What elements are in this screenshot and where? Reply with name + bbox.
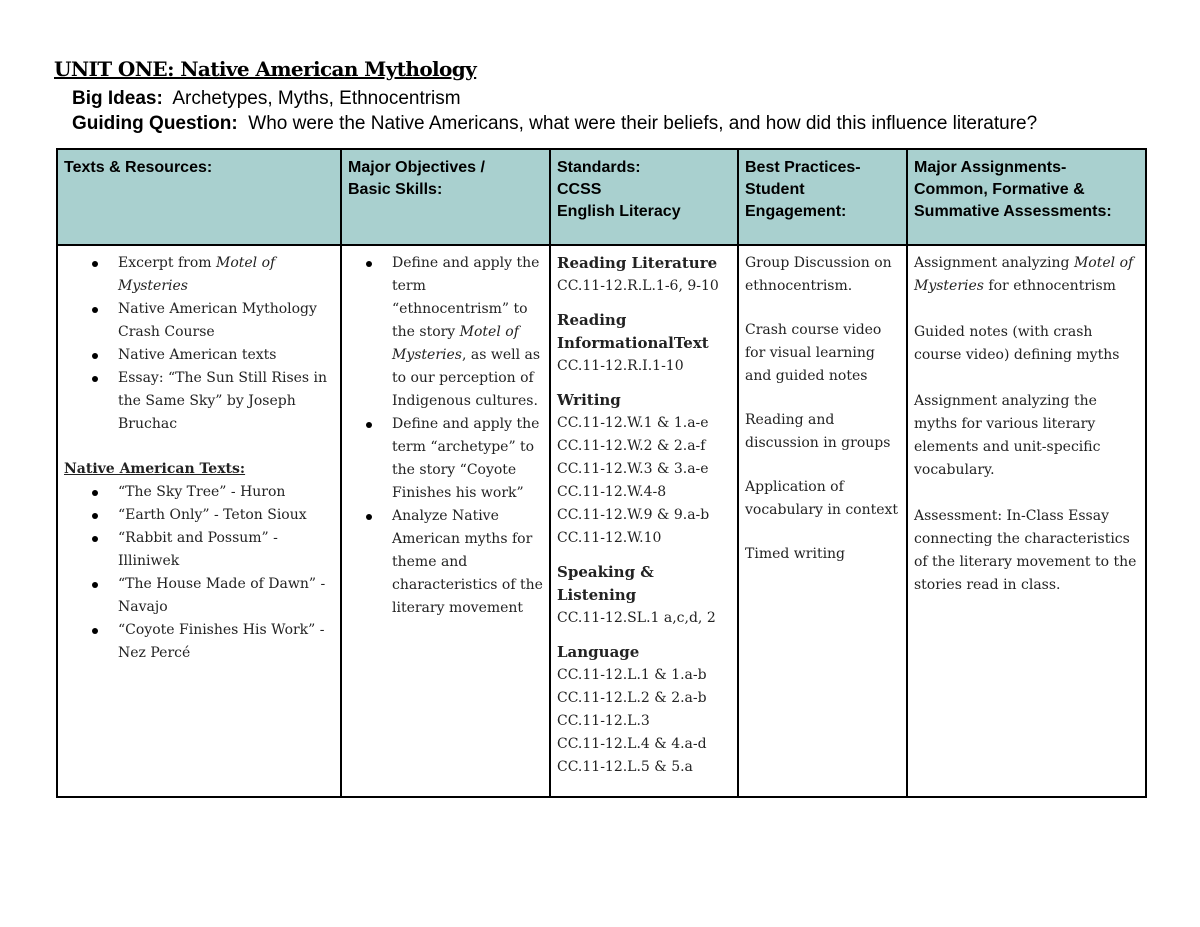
big-ideas-value: Archetypes, Myths, Ethnocentrism <box>172 88 461 109</box>
list-item <box>364 505 543 620</box>
header-line: Engagement: <box>745 203 847 220</box>
objective-text: , as well as to our perception of Indigenous cultures. <box>392 347 541 409</box>
list-item: Essay: “The Sun Still Rises in the Same Sky” by Joseph Bruchac <box>90 367 334 436</box>
header-line: Standards: <box>557 159 641 176</box>
list-item: “The House Made of Dawn” - Navajo <box>90 573 334 619</box>
guiding-question-value: Who were the Native Americans, what were their beliefs, and how did this influence literature? <box>248 113 1038 134</box>
list-item <box>90 252 334 298</box>
header-line: Basic Skills: <box>348 181 443 198</box>
assignment-text: Assignment analyzing <box>914 255 1074 271</box>
standards-group-title: Language <box>557 643 640 661</box>
standard-code: CC.11-12.SL.1 a,c,d, 2 <box>557 610 716 626</box>
standard-code: CC.11-12.L.4 & 4.a-d <box>557 736 707 752</box>
standard-code: CC.11-12.L.2 & 2.a-b <box>557 690 707 706</box>
list-item: “Rabbit and Possum” - Illiniwek <box>90 527 334 573</box>
header-line: English Literacy <box>557 203 681 220</box>
assignment-item: Assessment: In-Class Essay connecting the characteristics of the literary movement to the stories read in class. <box>914 508 1137 593</box>
objective-text: Define and apply the term “ethnocentrism” to the story <box>392 255 540 340</box>
standards-group-title: Writing <box>557 391 621 409</box>
native-texts-heading: Native American Texts: <box>64 461 246 477</box>
big-ideas-label: Big Ideas: <box>72 88 163 109</box>
assignment-item: Assignment analyzing the myths for various literary elements and unit-specific vocabulary. <box>914 393 1101 478</box>
standard-code: CC.11-12.W.3 & 3.a-e <box>557 461 709 477</box>
standards-group-title: Reading Literature <box>557 254 718 272</box>
unit-plan-table <box>56 148 1147 798</box>
list-item: Native American texts <box>90 344 334 367</box>
standards-group <box>557 641 731 779</box>
standards-group-title: Reading InformationalText <box>557 311 709 352</box>
resource-text: Excerpt from <box>118 255 216 271</box>
assignment-item <box>914 252 1139 298</box>
list-item: “Earth Only” - Teton Sioux <box>90 504 334 527</box>
resources-list <box>64 252 334 436</box>
objectives-cell <box>341 245 550 797</box>
guiding-question-label: Guiding Question: <box>72 113 238 134</box>
practice-item: Group Discussion on ethnocentrism. <box>745 255 892 294</box>
big-ideas-line <box>72 87 461 111</box>
assignments-cell <box>907 245 1146 797</box>
page-title: UNIT ONE: Native American Mythology <box>54 57 477 81</box>
standard-code: CC.11-12.R.I.1-10 <box>557 358 684 374</box>
standards-group <box>557 252 731 298</box>
list-item: “The Sky Tree” - Huron <box>90 481 334 504</box>
standards-group <box>557 389 731 550</box>
standards-group-title: Speaking & Listening <box>557 563 654 604</box>
standard-code: CC.11-12.L.3 <box>557 713 650 729</box>
table-body-row <box>57 245 1146 797</box>
standard-code: CC.11-12.R.L.1-6, 9-10 <box>557 278 719 294</box>
header-best-practices <box>738 149 907 245</box>
header-line: Summative Assessments: <box>914 203 1112 220</box>
header-line: Student <box>745 181 805 198</box>
list-item <box>364 413 543 505</box>
texts-cell <box>57 245 341 797</box>
standards-cell <box>550 245 738 797</box>
assignment-title: Motel of Mysteries <box>914 255 1134 294</box>
header-line: Texts & Resources: <box>64 159 213 176</box>
resource-title: Motel of Mysteries <box>118 255 276 294</box>
header-line: Major Objectives / <box>348 159 485 176</box>
standard-code: CC.11-12.W.2 & 2.a-f <box>557 438 706 454</box>
practice-item: Crash course video for visual learning and guided notes <box>745 322 882 384</box>
header-line: Best Practices- <box>745 159 861 176</box>
standards-group <box>557 561 731 630</box>
native-texts-list <box>64 481 334 665</box>
assignment-text: for ethnocentrism <box>983 278 1116 294</box>
list-item: Native American Mythology Crash Course <box>90 298 334 344</box>
practice-item: Timed writing <box>745 546 846 562</box>
practice-item: Application of vocabulary in context <box>745 479 899 518</box>
list-item <box>364 252 543 413</box>
standard-code: CC.11-12.W.10 <box>557 530 662 546</box>
best-practices-cell <box>738 245 907 797</box>
header-standards <box>550 149 738 245</box>
standard-code: CC.11-12.W.4-8 <box>557 484 667 500</box>
practice-item: Reading and discussion in groups <box>745 412 891 451</box>
header-line: Major Assignments- <box>914 159 1067 176</box>
objective-text: Analyze Native American myths for theme and characteristics of the literary movement <box>392 508 543 616</box>
assignment-item: Guided notes (with crash course video) defining myths <box>914 324 1120 363</box>
header-line: CCSS <box>557 181 602 198</box>
header-texts-resources <box>57 149 341 245</box>
header-major-assignments <box>907 149 1146 245</box>
table-header-row <box>57 149 1146 245</box>
header-major-objectives <box>341 149 550 245</box>
standards-group <box>557 309 731 378</box>
standard-code: CC.11-12.W.1 & 1.a-e <box>557 415 709 431</box>
guiding-question-line <box>72 112 1037 136</box>
list-item: “Coyote Finishes His Work” - Nez Percé <box>90 619 334 665</box>
objectives-list <box>348 252 543 620</box>
header-line: Common, Formative & <box>914 181 1085 198</box>
standard-code: CC.11-12.L.1 & 1.a-b <box>557 667 707 683</box>
objective-text: Define and apply the term “archetype” to the story “Coyote Finishes his work” <box>392 416 540 501</box>
standard-code: CC.11-12.L.5 & 5.a <box>557 759 693 775</box>
objective-title: Motel of Mysteries <box>392 324 519 363</box>
standard-code: CC.11-12.W.9 & 9.a-b <box>557 507 710 523</box>
